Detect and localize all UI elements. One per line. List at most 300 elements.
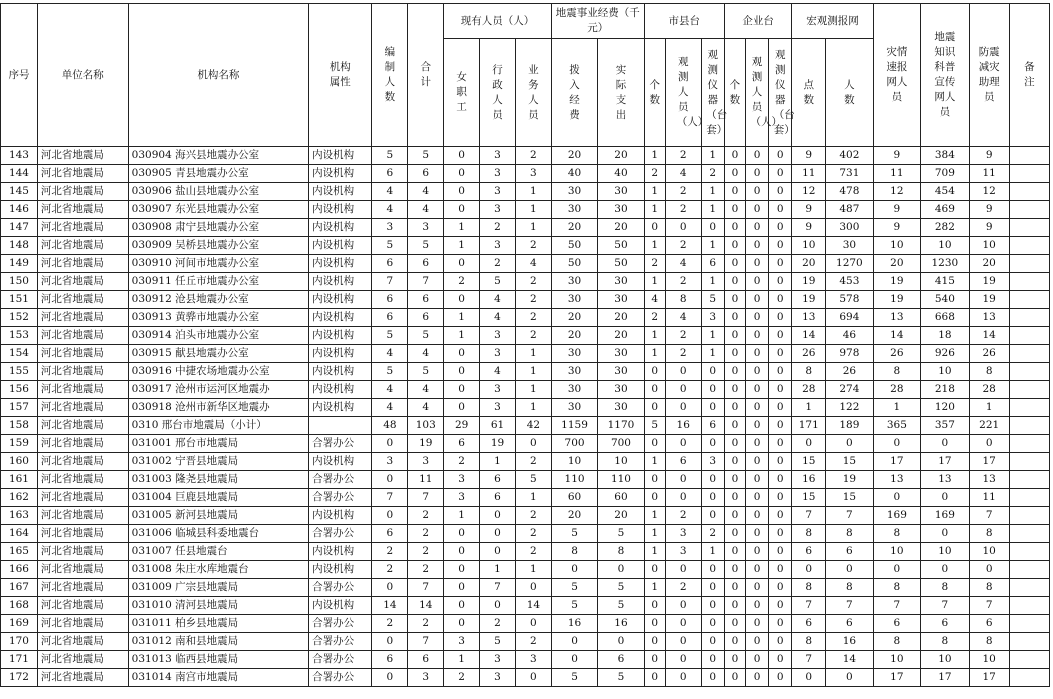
cell-ent-inst: 0: [769, 147, 792, 165]
cell-ent-inst: 0: [769, 507, 792, 525]
cell-business: 1: [515, 381, 551, 399]
cell-ent-obs: 0: [745, 669, 768, 687]
cell-admin: 4: [480, 309, 516, 327]
cell-seq: 166: [1, 561, 38, 579]
cell-ent-inst: 0: [769, 561, 792, 579]
cell-assistant: 6: [969, 615, 1009, 633]
cell-admin: 3: [480, 669, 516, 687]
cell-actual: 16: [598, 615, 644, 633]
cell-staff: 0: [372, 435, 408, 453]
cell-attr: 内设机构: [309, 255, 372, 273]
cell-city-count: 2: [644, 255, 665, 273]
cell-total: 5: [408, 147, 444, 165]
cell-staff: 6: [372, 291, 408, 309]
table-row: [1, 219, 1050, 237]
cell-business: 2: [515, 525, 551, 543]
cell-seq: 165: [1, 543, 38, 561]
cell-attr: 合署办公: [309, 579, 372, 597]
cell-ent-inst: 0: [769, 399, 792, 417]
cell-city-obs: 8: [665, 291, 701, 309]
cell-ent-inst: 0: [769, 381, 792, 399]
cell-alloc: 60: [551, 489, 597, 507]
cell-macro-points: 20: [792, 255, 826, 273]
cell-city-obs: 2: [665, 507, 701, 525]
cell-ent-count: 0: [724, 255, 745, 273]
header-knowledge: 地震知识科普宣传网人员: [921, 4, 970, 147]
cell-ent-count: 0: [724, 147, 745, 165]
cell-female: 0: [444, 363, 480, 381]
cell-macro-people: 978: [826, 345, 873, 363]
cell-city-inst: 2: [701, 525, 724, 543]
cell-assistant: 8: [969, 579, 1009, 597]
cell-ent-count: 0: [724, 363, 745, 381]
cell-macro-people: 14: [826, 651, 873, 669]
cell-macro-people: 0: [826, 561, 873, 579]
cell-org: 031008 朱庄水库地震台: [128, 561, 308, 579]
cell-note: [1009, 669, 1049, 687]
cell-assistant: 8: [969, 363, 1009, 381]
cell-city-count: 0: [644, 633, 665, 651]
cell-business: 1: [515, 183, 551, 201]
header-staff: 编制人数: [372, 4, 408, 147]
cell-org: 031014 南宫市地震局: [128, 669, 308, 687]
cell-ent-count: 0: [724, 273, 745, 291]
cell-female: 1: [444, 237, 480, 255]
cell-business: 2: [515, 147, 551, 165]
cell-actual: 40: [598, 165, 644, 183]
table-row: [1, 147, 1050, 165]
cell-alloc: 20: [551, 147, 597, 165]
table-row: [1, 291, 1050, 309]
cell-macro-points: 10: [792, 237, 826, 255]
cell-knowledge: 10: [921, 651, 970, 669]
cell-unit: 河北省地震局: [37, 525, 128, 543]
cell-unit: 河北省地震局: [37, 561, 128, 579]
cell-ent-count: 0: [724, 201, 745, 219]
cell-female: 0: [444, 543, 480, 561]
cell-alloc: 30: [551, 363, 597, 381]
cell-macro-points: 0: [792, 435, 826, 453]
cell-alloc: 110: [551, 471, 597, 489]
cell-macro-people: 189: [826, 417, 873, 435]
cell-note: [1009, 579, 1049, 597]
cell-macro-people: 300: [826, 219, 873, 237]
table-row: [1, 579, 1050, 597]
cell-note: [1009, 489, 1049, 507]
cell-city-inst: 0: [701, 489, 724, 507]
cell-knowledge: 169: [921, 507, 970, 525]
cell-city-count: 1: [644, 525, 665, 543]
cell-org: 031003 隆尧县地震局: [128, 471, 308, 489]
table-row: [1, 183, 1050, 201]
cell-business: 14: [515, 597, 551, 615]
cell-city-obs: 0: [665, 381, 701, 399]
cell-female: 1: [444, 651, 480, 669]
cell-ent-obs: 0: [745, 381, 768, 399]
cell-business: 2: [515, 633, 551, 651]
cell-staff: 6: [372, 525, 408, 543]
cell-city-obs: 2: [665, 579, 701, 597]
cell-seq: 161: [1, 471, 38, 489]
cell-ent-count: 0: [724, 633, 745, 651]
cell-admin: 1: [480, 561, 516, 579]
cell-city-inst: 0: [701, 669, 724, 687]
cell-admin: 2: [480, 615, 516, 633]
cell-macro-points: 171: [792, 417, 826, 435]
cell-assistant: 9: [969, 147, 1009, 165]
cell-city-inst: 0: [701, 597, 724, 615]
cell-alloc: 10: [551, 453, 597, 471]
cell-disaster: 169: [873, 507, 920, 525]
cell-ent-obs: 0: [745, 273, 768, 291]
cell-ent-obs: 0: [745, 363, 768, 381]
cell-note: [1009, 381, 1049, 399]
cell-unit: 河北省地震局: [37, 471, 128, 489]
header-business: 业务人员: [515, 39, 551, 147]
cell-business: 1: [515, 489, 551, 507]
header-macro-points: 点数: [792, 39, 826, 147]
cell-assistant: 19: [969, 291, 1009, 309]
cell-admin: 6: [480, 471, 516, 489]
cell-alloc: 20: [551, 219, 597, 237]
cell-ent-obs: 0: [745, 399, 768, 417]
cell-city-count: 0: [644, 363, 665, 381]
cell-unit: 河北省地震局: [37, 633, 128, 651]
cell-city-obs: 2: [665, 183, 701, 201]
cell-org: 030914 泊头市地震办公室: [128, 327, 308, 345]
cell-total: 103: [408, 417, 444, 435]
cell-actual: 20: [598, 219, 644, 237]
cell-actual: 30: [598, 345, 644, 363]
cell-staff: 5: [372, 363, 408, 381]
cell-alloc: 30: [551, 273, 597, 291]
cell-org: 030907 东光县地震办公室: [128, 201, 308, 219]
cell-unit: 河北省地震局: [37, 543, 128, 561]
cell-disaster: 17: [873, 669, 920, 687]
cell-disaster: 9: [873, 219, 920, 237]
cell-staff: 48: [372, 417, 408, 435]
cell-note: [1009, 651, 1049, 669]
cell-attr: 内设机构: [309, 201, 372, 219]
cell-disaster: 8: [873, 579, 920, 597]
cell-macro-people: 122: [826, 399, 873, 417]
cell-ent-obs: 0: [745, 219, 768, 237]
cell-assistant: 26: [969, 345, 1009, 363]
cell-alloc: 30: [551, 201, 597, 219]
cell-disaster: 9: [873, 147, 920, 165]
cell-total: 5: [408, 363, 444, 381]
cell-total: 5: [408, 237, 444, 255]
cell-city-inst: 0: [701, 381, 724, 399]
cell-female: 6: [444, 435, 480, 453]
cell-note: [1009, 363, 1049, 381]
cell-note: [1009, 147, 1049, 165]
cell-attr: [309, 417, 372, 435]
cell-female: 29: [444, 417, 480, 435]
header-total: 合计: [408, 4, 444, 147]
cell-ent-count: 0: [724, 345, 745, 363]
cell-admin: 3: [480, 399, 516, 417]
cell-ent-count: 0: [724, 651, 745, 669]
cell-macro-points: 15: [792, 453, 826, 471]
cell-org: 031011 柏乡县地震局: [128, 615, 308, 633]
cell-city-inst: 1: [701, 543, 724, 561]
cell-attr: 内设机构: [309, 165, 372, 183]
cell-actual: 110: [598, 471, 644, 489]
cell-org: 030908 肃宁县地震办公室: [128, 219, 308, 237]
cell-unit: 河北省地震局: [37, 273, 128, 291]
cell-ent-obs: 0: [745, 633, 768, 651]
cell-business: 1: [515, 201, 551, 219]
cell-city-inst: 1: [701, 345, 724, 363]
cell-seq: 148: [1, 237, 38, 255]
cell-disaster: 10: [873, 651, 920, 669]
table-row: [1, 273, 1050, 291]
cell-macro-people: 15: [826, 489, 873, 507]
cell-seq: 159: [1, 435, 38, 453]
cell-business: 2: [515, 507, 551, 525]
cell-female: 1: [444, 219, 480, 237]
cell-assistant: 20: [969, 255, 1009, 273]
cell-city-count: 0: [644, 471, 665, 489]
cell-disaster: 8: [873, 633, 920, 651]
table-row: [1, 327, 1050, 345]
cell-org: 031004 巨鹿县地震局: [128, 489, 308, 507]
cell-city-inst: 1: [701, 201, 724, 219]
cell-macro-points: 13: [792, 309, 826, 327]
cell-city-inst: 0: [701, 561, 724, 579]
cell-city-count: 0: [644, 489, 665, 507]
cell-admin: 3: [480, 147, 516, 165]
cell-ent-count: 0: [724, 507, 745, 525]
cell-business: 2: [515, 453, 551, 471]
header-alloc: 拨入经费: [551, 39, 597, 147]
cell-org: 030909 吴桥县地震办公室: [128, 237, 308, 255]
cell-city-inst: 2: [701, 165, 724, 183]
cell-city-obs: 0: [665, 615, 701, 633]
cell-business: 1: [515, 561, 551, 579]
cell-macro-points: 28: [792, 381, 826, 399]
cell-note: [1009, 291, 1049, 309]
cell-ent-inst: 0: [769, 669, 792, 687]
cell-unit: 河北省地震局: [37, 255, 128, 273]
cell-city-obs: 16: [665, 417, 701, 435]
cell-seq: 168: [1, 597, 38, 615]
cell-macro-people: 19: [826, 471, 873, 489]
table-row: [1, 399, 1050, 417]
cell-ent-inst: 0: [769, 309, 792, 327]
header-unit: 单位名称: [37, 4, 128, 147]
cell-business: 0: [515, 669, 551, 687]
cell-actual: 30: [598, 399, 644, 417]
cell-business: 5: [515, 471, 551, 489]
cell-unit: 河北省地震局: [37, 507, 128, 525]
cell-city-inst: 6: [701, 255, 724, 273]
cell-admin: 4: [480, 291, 516, 309]
cell-actual: 1170: [598, 417, 644, 435]
cell-org: 030916 中捷农场地震办公室: [128, 363, 308, 381]
cell-knowledge: 282: [921, 219, 970, 237]
cell-macro-points: 11: [792, 165, 826, 183]
cell-knowledge: 7: [921, 597, 970, 615]
cell-seq: 153: [1, 327, 38, 345]
cell-city-inst: 1: [701, 273, 724, 291]
cell-city-count: 0: [644, 651, 665, 669]
cell-ent-inst: 0: [769, 651, 792, 669]
cell-female: 3: [444, 471, 480, 489]
cell-org: 030905 青县地震办公室: [128, 165, 308, 183]
cell-disaster: 13: [873, 309, 920, 327]
cell-ent-obs: 0: [745, 147, 768, 165]
cell-attr: 合署办公: [309, 435, 372, 453]
cell-macro-people: 7: [826, 507, 873, 525]
cell-unit: 河北省地震局: [37, 309, 128, 327]
cell-knowledge: 709: [921, 165, 970, 183]
cell-note: [1009, 417, 1049, 435]
cell-city-obs: 2: [665, 327, 701, 345]
cell-female: 0: [444, 597, 480, 615]
cell-ent-inst: 0: [769, 165, 792, 183]
cell-total: 2: [408, 507, 444, 525]
cell-unit: 河北省地震局: [37, 579, 128, 597]
cell-attr: 内设机构: [309, 363, 372, 381]
cell-staff: 7: [372, 489, 408, 507]
cell-unit: 河北省地震局: [37, 417, 128, 435]
cell-assistant: 10: [969, 543, 1009, 561]
header-attr: 机构属性: [309, 4, 372, 147]
cell-city-obs: 3: [665, 543, 701, 561]
cell-actual: 50: [598, 255, 644, 273]
cell-note: [1009, 543, 1049, 561]
cell-alloc: 20: [551, 507, 597, 525]
cell-city-obs: 4: [665, 309, 701, 327]
cell-business: 2: [515, 237, 551, 255]
cell-ent-inst: 0: [769, 543, 792, 561]
cell-city-count: 0: [644, 615, 665, 633]
cell-ent-obs: 0: [745, 579, 768, 597]
cell-macro-points: 8: [792, 363, 826, 381]
cell-city-obs: 2: [665, 147, 701, 165]
cell-female: 0: [444, 255, 480, 273]
cell-seq: 147: [1, 219, 38, 237]
cell-business: 2: [515, 309, 551, 327]
cell-ent-inst: 0: [769, 579, 792, 597]
cell-knowledge: 17: [921, 453, 970, 471]
cell-total: 7: [408, 489, 444, 507]
cell-city-inst: 0: [701, 363, 724, 381]
cell-macro-people: 0: [826, 669, 873, 687]
cell-unit: 河北省地震局: [37, 183, 128, 201]
cell-attr: 内设机构: [309, 399, 372, 417]
cell-total: 6: [408, 255, 444, 273]
cell-disaster: 8: [873, 525, 920, 543]
cell-city-count: 1: [644, 273, 665, 291]
cell-attr: 内设机构: [309, 237, 372, 255]
cell-note: [1009, 201, 1049, 219]
cell-actual: 30: [598, 201, 644, 219]
cell-alloc: 5: [551, 669, 597, 687]
cell-city-obs: 2: [665, 345, 701, 363]
cell-actual: 5: [598, 579, 644, 597]
cell-note: [1009, 561, 1049, 579]
cell-note: [1009, 309, 1049, 327]
header-org: 机构名称: [128, 4, 308, 147]
cell-seq: 167: [1, 579, 38, 597]
cell-macro-points: 19: [792, 273, 826, 291]
cell-unit: 河北省地震局: [37, 345, 128, 363]
cell-assistant: 7: [969, 597, 1009, 615]
cell-city-obs: 0: [665, 219, 701, 237]
header-city-group: 市县台: [644, 4, 724, 39]
cell-ent-inst: 0: [769, 273, 792, 291]
cell-alloc: 0: [551, 651, 597, 669]
cell-ent-obs: 0: [745, 237, 768, 255]
cell-note: [1009, 597, 1049, 615]
cell-total: 7: [408, 273, 444, 291]
header-ent-group: 企业台: [724, 4, 792, 39]
cell-seq: 172: [1, 669, 38, 687]
cell-assistant: 28: [969, 381, 1009, 399]
cell-female: 2: [444, 453, 480, 471]
cell-female: 0: [444, 525, 480, 543]
cell-business: 1: [515, 219, 551, 237]
cell-macro-people: 8: [826, 525, 873, 543]
cell-macro-people: 578: [826, 291, 873, 309]
table-row: [1, 525, 1050, 543]
cell-staff: 3: [372, 219, 408, 237]
cell-alloc: 700: [551, 435, 597, 453]
header-city-inst: 观测仪器（台套）: [701, 39, 724, 147]
cell-disaster: 0: [873, 435, 920, 453]
cell-note: [1009, 327, 1049, 345]
cell-knowledge: 415: [921, 273, 970, 291]
table-row: [1, 309, 1050, 327]
table-row: [1, 651, 1050, 669]
cell-seq: 163: [1, 507, 38, 525]
cell-ent-count: 0: [724, 417, 745, 435]
cell-business: 2: [515, 543, 551, 561]
cell-unit: 河北省地震局: [37, 453, 128, 471]
cell-org: 031006 临城县科委地震台: [128, 525, 308, 543]
header-macro-people: 人数: [826, 39, 873, 147]
cell-disaster: 17: [873, 453, 920, 471]
cell-macro-points: 0: [792, 561, 826, 579]
cell-city-obs: 6: [665, 453, 701, 471]
cell-actual: 5: [598, 525, 644, 543]
cell-knowledge: 10: [921, 237, 970, 255]
cell-assistant: 14: [969, 327, 1009, 345]
cell-city-obs: 4: [665, 165, 701, 183]
cell-attr: 内设机构: [309, 147, 372, 165]
cell-knowledge: 120: [921, 399, 970, 417]
cell-seq: 171: [1, 651, 38, 669]
cell-disaster: 365: [873, 417, 920, 435]
cell-attr: 内设机构: [309, 219, 372, 237]
cell-total: 3: [408, 219, 444, 237]
cell-female: 1: [444, 327, 480, 345]
cell-seq: 164: [1, 525, 38, 543]
cell-knowledge: 218: [921, 381, 970, 399]
cell-seq: 170: [1, 633, 38, 651]
cell-disaster: 6: [873, 615, 920, 633]
cell-alloc: 5: [551, 525, 597, 543]
cell-total: 4: [408, 381, 444, 399]
cell-business: 4: [515, 255, 551, 273]
header-city-count: 个数: [644, 39, 665, 147]
cell-org: 030913 黄骅市地震办公室: [128, 309, 308, 327]
cell-city-count: 1: [644, 327, 665, 345]
cell-knowledge: 10: [921, 363, 970, 381]
